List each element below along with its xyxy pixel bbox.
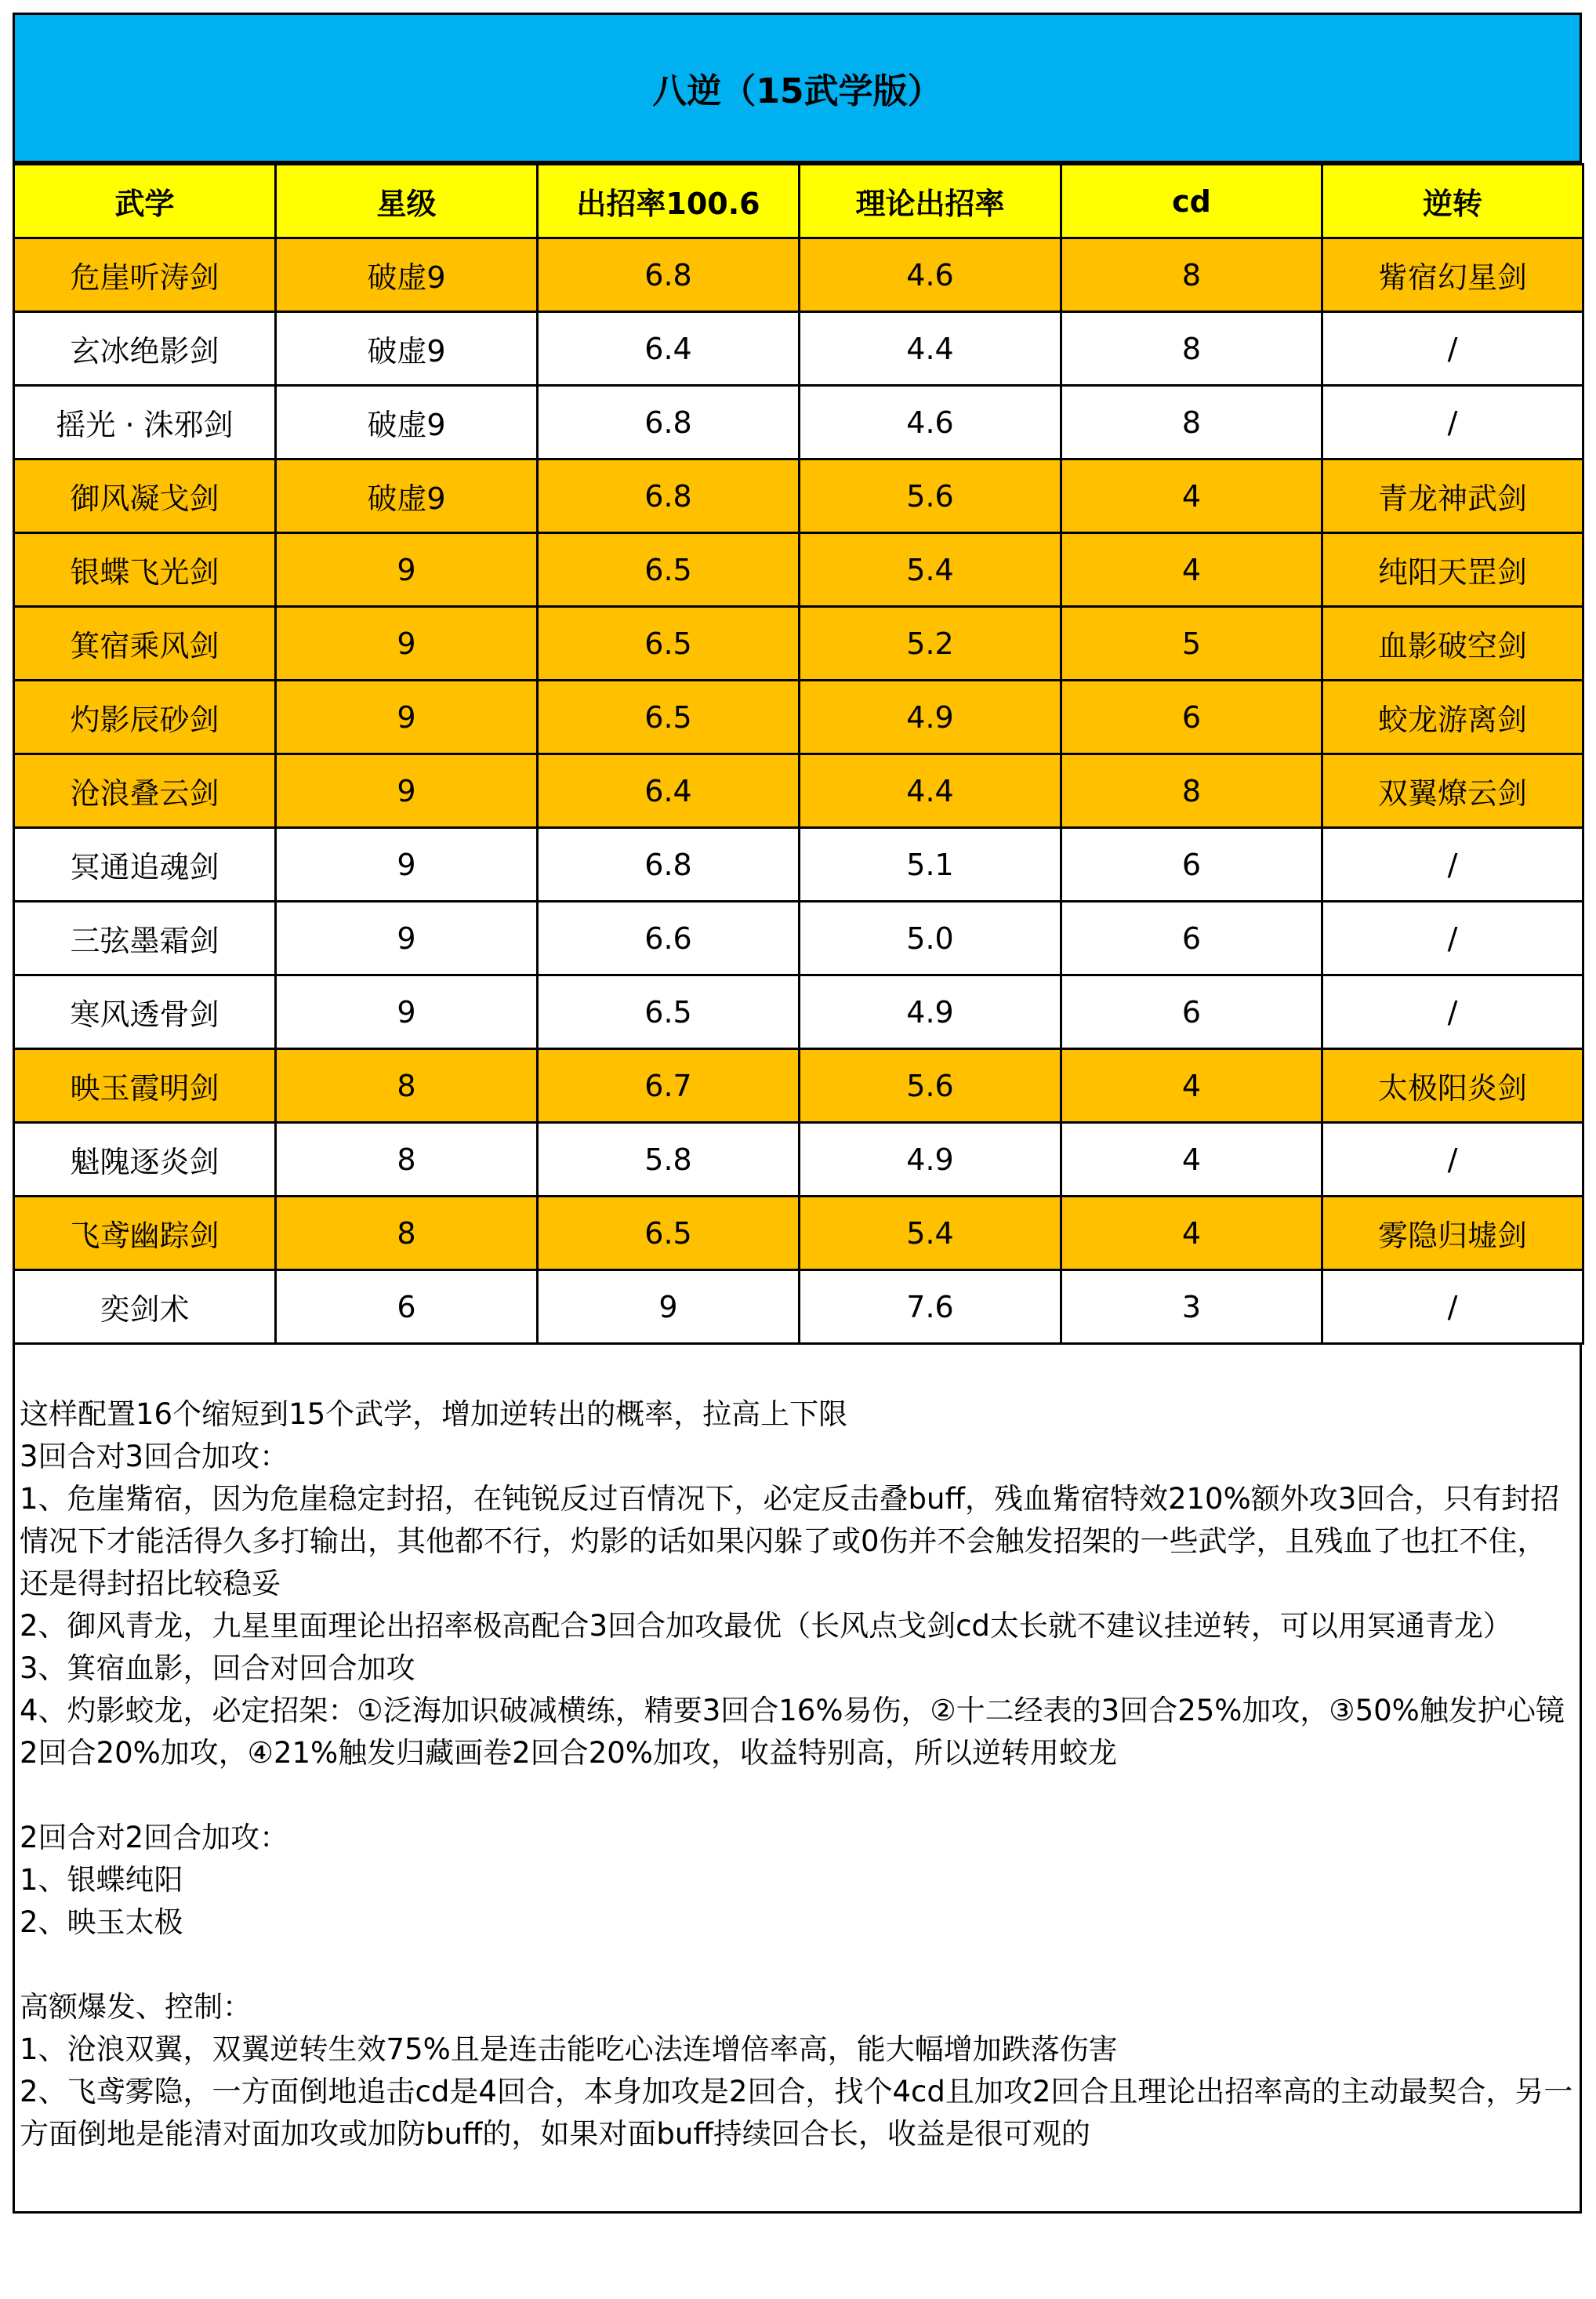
header-col-theory-rate: 理论出招率 [800,165,1061,238]
cell-col-skill: 沧浪叠云剑 [14,754,276,828]
cell-col-cd: 8 [1061,238,1322,312]
cell-col-star: 9 [276,754,538,828]
cell-col-cd: 5 [1061,607,1322,681]
cell-col-skill: 三弦墨霜剑 [14,902,276,975]
sheet-title: 八逆（15武学版） [13,13,1582,163]
table-row [14,238,1583,312]
cell-col-reversal: / [1322,1270,1583,1344]
cell-col-skill: 奕剑术 [14,1270,276,1344]
note-line: 1、沧浪双翼，双翼逆转生效75%且是连击能吃心法连增倍率高，能大幅增加跌落伤害 [20,2032,1118,2066]
cell-col-skill: 寒风透骨剑 [14,975,276,1049]
cell-col-reversal: 雾隐归墟剑 [1322,1197,1583,1270]
cell-col-star: 8 [276,1197,538,1270]
cell-col-rate: 6.8 [538,828,800,902]
cell-col-star: 破虚9 [276,238,538,312]
cell-col-reversal: 青龙神武剑 [1322,459,1583,533]
table-row [14,975,1583,1049]
cell-col-cd: 4 [1061,533,1322,607]
note-line: 这样配置16个缩短到15个武学，增加逆转出的概率，拉高上下限 [20,1397,848,1431]
cell-col-theory-rate: 5.4 [800,533,1061,607]
cell-col-skill: 玄冰绝影剑 [14,312,276,386]
cell-col-theory-rate: 5.6 [800,1049,1061,1123]
cell-col-theory-rate: 4.6 [800,386,1061,459]
cell-col-star: 8 [276,1049,538,1123]
cell-col-theory-rate: 5.0 [800,902,1061,975]
cell-col-skill: 灼影辰砂剑 [14,681,276,754]
cell-col-reversal: / [1322,386,1583,459]
table-row [14,1270,1583,1344]
cell-col-star: 6 [276,1270,538,1344]
cell-col-cd: 6 [1061,828,1322,902]
table-row [14,459,1583,533]
cell-col-star: 9 [276,902,538,975]
cell-col-star: 9 [276,607,538,681]
cell-col-reversal: / [1322,312,1583,386]
header-col-rate: 出招率100.6 [538,165,800,238]
cell-col-reversal: 觜宿幻星剑 [1322,238,1583,312]
cell-col-skill: 银蝶飞光剑 [14,533,276,607]
spreadsheet [13,13,1582,2214]
cell-col-theory-rate: 4.6 [800,238,1061,312]
table-row [14,607,1583,681]
cell-col-star: 9 [276,533,538,607]
table-row [14,1049,1583,1123]
note-line: 2、映玉太极 [20,1905,183,1939]
note-line [20,1774,1575,1817]
cell-col-star: 破虚9 [276,459,538,533]
cell-col-cd: 3 [1061,1270,1322,1344]
cell-col-rate: 6.5 [538,607,800,681]
cell-col-rate: 6.4 [538,312,800,386]
cell-col-skill: 御风凝戈剑 [14,459,276,533]
table-row [14,533,1583,607]
note-line: 2回合对2回合加攻： [20,1821,289,1854]
cell-col-cd: 8 [1061,386,1322,459]
cell-col-theory-rate: 7.6 [800,1270,1061,1344]
cell-col-rate: 6.5 [538,681,800,754]
cell-col-theory-rate: 4.9 [800,681,1061,754]
cell-col-cd: 4 [1061,1197,1322,1270]
header-col-reversal: 逆转 [1322,165,1583,238]
table-header-row [14,165,1583,238]
cell-col-rate: 9 [538,1270,800,1344]
cell-col-reversal: 蛟龙游离剑 [1322,681,1583,754]
cell-col-star: 9 [276,975,538,1049]
cell-col-star: 破虚9 [276,312,538,386]
header-col-skill: 武学 [14,165,276,238]
cell-col-reversal: / [1322,1123,1583,1197]
cell-col-skill: 箕宿乘风剑 [14,607,276,681]
cell-col-rate: 6.7 [538,1049,800,1123]
cell-col-star: 9 [276,681,538,754]
cell-col-theory-rate: 5.1 [800,828,1061,902]
table-row [14,681,1583,754]
note-line [20,1944,1575,1986]
note-line: 2、飞鸢雾隐，一方面倒地追击cd是4回合，本身加攻是2回合，找个4cd且加攻2回合且理论出招率高的主动最契合，另一方面倒地是能清对面加攻或加防buff的，如果对面buff持续回合长，收益是很可观的 [20,2075,1573,2151]
note-line: 1、银蝶纯阳 [20,1863,183,1897]
cell-col-skill: 危崖听涛剑 [14,238,276,312]
cell-col-cd: 8 [1061,312,1322,386]
cell-col-rate: 5.8 [538,1123,800,1197]
cell-col-cd: 4 [1061,1123,1322,1197]
header-col-cd: cd [1061,165,1322,238]
cell-col-theory-rate: 4.9 [800,975,1061,1049]
cell-col-reversal: 血影破空剑 [1322,607,1583,681]
cell-col-reversal: 太极阳炎剑 [1322,1049,1583,1123]
cell-col-rate: 6.5 [538,975,800,1049]
cell-col-cd: 6 [1061,681,1322,754]
cell-col-theory-rate: 5.6 [800,459,1061,533]
cell-col-rate: 6.8 [538,386,800,459]
cell-col-skill: 魁隗逐炎剑 [14,1123,276,1197]
cell-col-rate: 6.8 [538,459,800,533]
note-line: 1、危崖觜宿，因为危崖稳定封招，在钝锐反过百情况下，必定反击叠buff，残血觜宿特效210%额外攻3回合，只有封招情况下才能活得久多打输出，其他都不行，灼影的话如果闪躲了或0伤并不会触发招架的一些武学，且残血了也扛不住，还是得封招比较稳妥 [20,1482,1560,1600]
skills-table [13,163,1584,1345]
cell-col-theory-rate: 5.2 [800,607,1061,681]
cell-col-star: 破虚9 [276,386,538,459]
cell-col-reversal: / [1322,902,1583,975]
table-row [14,754,1583,828]
note-line: 高额爆发、控制： [20,1990,252,2024]
notes-section [13,1345,1582,2214]
table-row [14,312,1583,386]
table-row [14,386,1583,459]
cell-col-star: 8 [276,1123,538,1197]
cell-col-rate: 6.5 [538,1197,800,1270]
cell-col-theory-rate: 4.4 [800,312,1061,386]
table-row [14,828,1583,902]
cell-col-theory-rate: 5.4 [800,1197,1061,1270]
cell-col-cd: 6 [1061,975,1322,1049]
cell-col-skill: 飞鸢幽踪剑 [14,1197,276,1270]
table-row [14,1123,1583,1197]
note-line: 4、灼影蛟龙，必定招架：①泛海加识破减横练，精要3回合16%易伤，②十二经表的3回合25%加攻，③50%触发护心镜2回合20%加攻，④21%触发归藏画卷2回合20%加攻，收益特别高，所以逆转用蛟龙 [20,1694,1565,1770]
cell-col-theory-rate: 4.4 [800,754,1061,828]
header-col-star: 星级 [276,165,538,238]
cell-col-reversal: 纯阳天罡剑 [1322,533,1583,607]
table-row [14,902,1583,975]
cell-col-rate: 6.8 [538,238,800,312]
cell-col-rate: 6.4 [538,754,800,828]
cell-col-skill: 摇光 · 洙邪剑 [14,386,276,459]
cell-col-cd: 8 [1061,754,1322,828]
cell-col-rate: 6.5 [538,533,800,607]
table-row [14,1197,1583,1270]
cell-col-star: 9 [276,828,538,902]
cell-col-cd: 4 [1061,1049,1322,1123]
cell-col-reversal: / [1322,828,1583,902]
note-line: 2、御风青龙，九星里面理论出招率极高配合3回合加攻最优（长风点戈剑cd太长就不建议挂逆转，可以用冥通青龙） [20,1609,1512,1643]
cell-col-cd: 6 [1061,902,1322,975]
note-line: 3回合对3回合加攻： [20,1440,289,1473]
note-line: 3、箕宿血影，回合对回合加攻 [20,1651,415,1685]
cell-col-reversal: / [1322,975,1583,1049]
cell-col-rate: 6.6 [538,902,800,975]
cell-col-cd: 4 [1061,459,1322,533]
cell-col-skill: 冥通追魂剑 [14,828,276,902]
cell-col-skill: 映玉霞明剑 [14,1049,276,1123]
cell-col-reversal: 双翼燎云剑 [1322,754,1583,828]
cell-col-theory-rate: 4.9 [800,1123,1061,1197]
